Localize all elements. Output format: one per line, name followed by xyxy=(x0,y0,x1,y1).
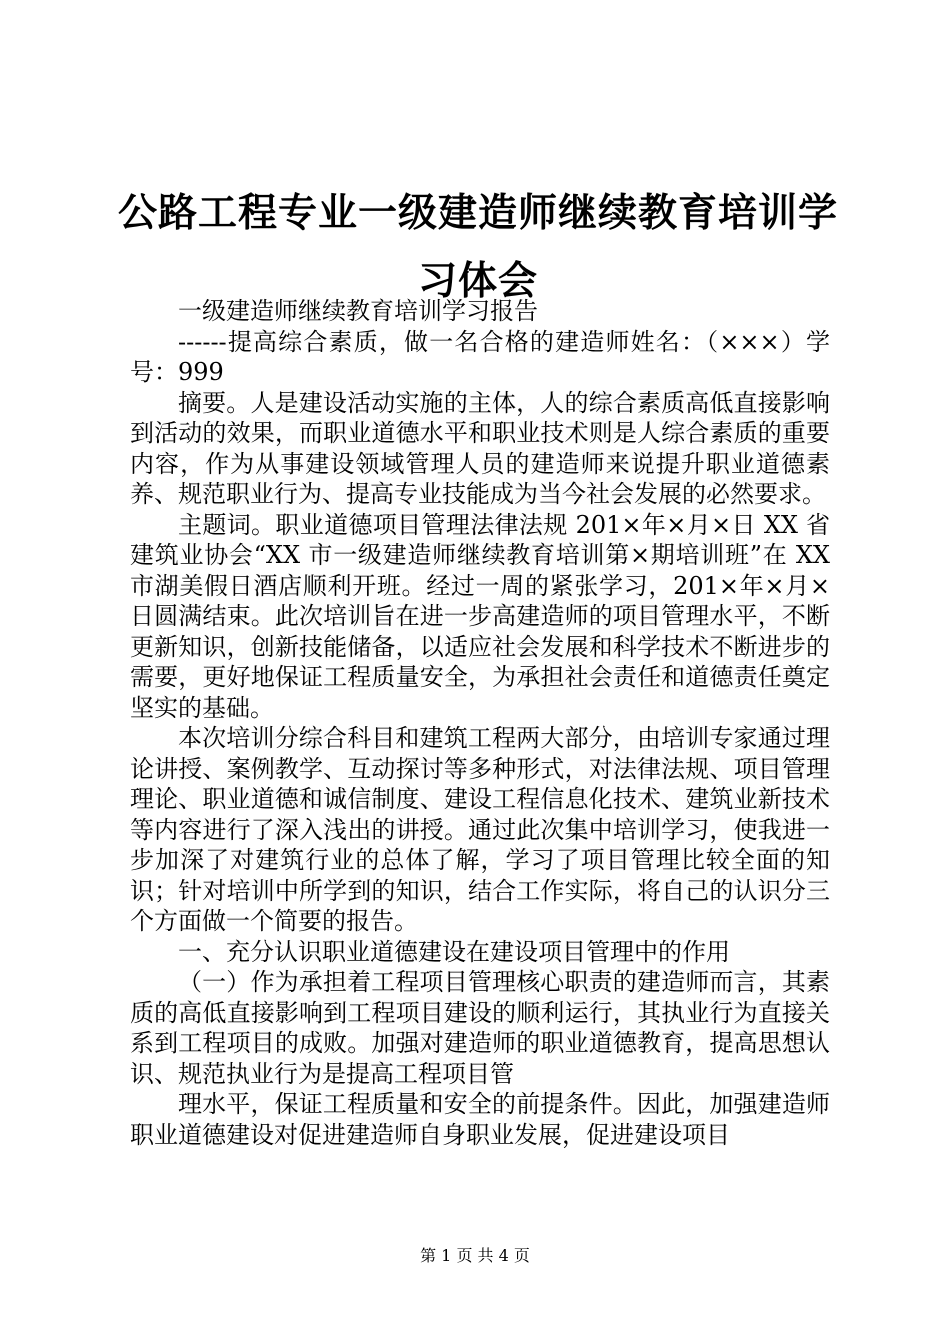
paragraph-report-title: 一级建造师继续教育培训学习报告 xyxy=(178,297,538,325)
section-heading-1: 一、充分认识职业道德建设在建设项目管理中的作用 xyxy=(178,937,730,966)
paragraph-abstract: 摘要。人是建设活动实施的主体，人的综合素质高低直接影响到活动的效果，而职业道德水平和职业技术则是人综合素质的重要内容，作为从事建设领域管理人员的建造师来说提升职业道德素养、规范职业行为、提高专业技能成为当今社会发展的必然要求。 xyxy=(130,388,830,508)
paragraph-subsection-1: （一）作为承担着工程项目管理核心职责的建造师而言，其素质的高低直接影响到工程项目建设的顺利运行，其执业行为直接关系到工程项目的成败。加强对建造师的职业道德教育，提高思想认识、规范执业行为是提高工程项目管 xyxy=(130,968,830,1088)
paragraph-subtitle-author: ------提高综合素质，做一名合格的建造师姓名：（×××）学号：999 xyxy=(130,327,830,386)
paragraph-training-content: 本次培训分综合科目和建筑工程两大部分，由培训专家通过理论讲授、案例教学、互动探讨等多种形式，对法律法规、项目管理理论、职业道德和诚信制度、建设工程信息化技术、建筑业新技术等内容进行了深入浅出的讲授。通过此次集中培训学习，使我进一步加深了对建筑行业的总体了解，学习了项目管理比较全面的知识；针对培训中所学到的知识，结合工作实际，将自己的认识分三个方面做一个简要的报告。 xyxy=(130,724,830,935)
page-footer: 第 1 页 共 4 页 xyxy=(420,1246,530,1265)
document-title: 公路工程专业一级建造师继续教育培训学习体会 xyxy=(118,191,839,304)
document-body xyxy=(130,296,830,1150)
paragraph-continuation: 理水平，保证工程质量和安全的前提条件。因此，加强建造师职业道德建设对促进建造师自身职业发展，促进建设项目 xyxy=(130,1090,830,1149)
paragraph-keywords: 主题词。职业道德项目管理法律法规 201×年×月×日 XX 省建筑业协会“XX 市一级建造师继续教育培训第×期培训班”在 XX 市湖美假日酒店顺利开班。经过一周的紧张学习，201×年×月×日圆满结束。此次培训旨在进一步高建造师的项目管理水平，不断更新知识，创新技能储备，以适应社会发展和科学技术不断进步的需要，更好地保证工程质量安全，为承担社会责任和道德责任奠定坚实的基础。 xyxy=(130,510,830,722)
